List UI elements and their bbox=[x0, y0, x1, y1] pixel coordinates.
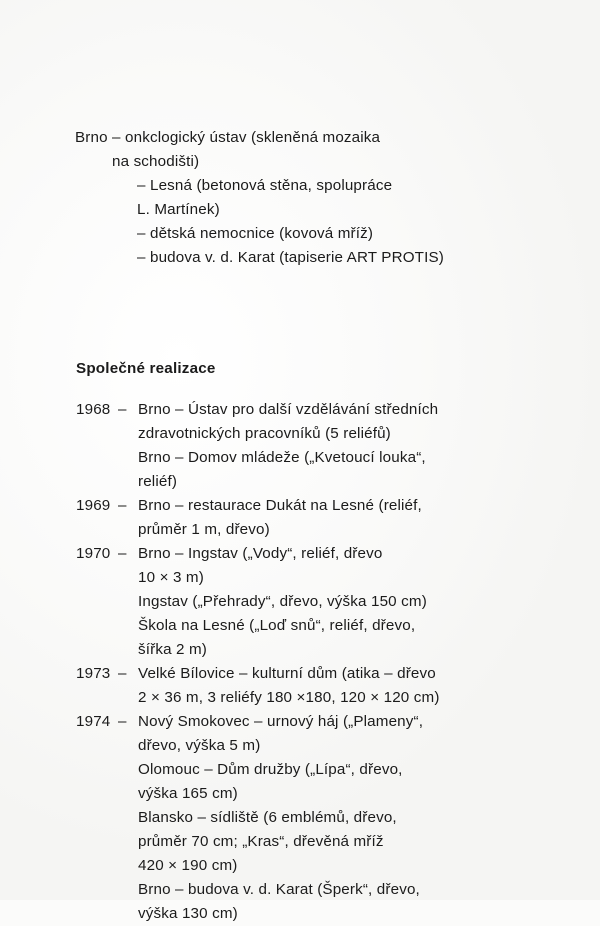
top-block-line: – dětská nemocnice (kovová mříž) bbox=[137, 225, 374, 242]
entry-text: Brno – restaurace Dukát na Lesné (reliéf, bbox=[138, 497, 422, 514]
list-item bbox=[76, 710, 586, 926]
entry-continuation-line: 10 × 3 m) bbox=[138, 569, 204, 586]
entry-first-line bbox=[76, 662, 586, 686]
entry-dash: – bbox=[118, 545, 127, 562]
top-block-line: – budova v. d. Karat (tapiserie ART PROTIS) bbox=[137, 249, 444, 266]
entry-continuation-line: výška 130 cm) bbox=[138, 905, 238, 922]
list-item bbox=[76, 662, 586, 710]
entry-continuation-line: výška 165 cm) bbox=[138, 785, 238, 802]
entry-continuation-line: dřevo, výška 5 m) bbox=[138, 737, 261, 754]
section-heading: Společné realizace bbox=[76, 360, 216, 377]
entry-text: Brno – Ingstav („Vody“, reliéf, dřevo bbox=[138, 545, 383, 562]
entry-dash: – bbox=[118, 713, 127, 730]
entry-first-line bbox=[76, 398, 586, 422]
list-item bbox=[76, 398, 586, 494]
entry-first-line bbox=[76, 494, 586, 518]
entry-year: 1974 bbox=[76, 713, 111, 730]
entry-year: 1970 bbox=[76, 545, 111, 562]
list-item bbox=[76, 494, 586, 542]
entry-continuation-line: Brno – budova v. d. Karat (Šperk“, dřevo, bbox=[138, 881, 420, 898]
top-block-line: Brno – onkclogický ústav (skleněná mozaika bbox=[75, 129, 381, 146]
entry-continuation-line: Ingstav („Přehrady“, dřevo, výška 150 cm) bbox=[138, 593, 427, 610]
entry-continuation-line: průměr 1 m, dřevo) bbox=[138, 521, 270, 538]
entry-continuation-line: reliéf) bbox=[138, 473, 178, 490]
entry-text: Velké Bílovice – kulturní dům (atika – dřevo bbox=[138, 665, 436, 682]
entry-year: 1968 bbox=[76, 401, 111, 418]
entry-continuation-line: Blansko – sídliště (6 emblémů, dřevo, bbox=[138, 809, 397, 826]
entry-continuation-line: Olomouc – Dům družby („Lípa“, dřevo, bbox=[138, 761, 403, 778]
top-realizations-block bbox=[75, 126, 575, 270]
top-block-line: na schodišti) bbox=[112, 153, 200, 170]
entry-continuation-line: šířka 2 m) bbox=[138, 641, 208, 658]
entry-dash: – bbox=[118, 497, 127, 514]
entry-text: Brno – Ústav pro další vzdělávání středních bbox=[138, 401, 439, 418]
entry-text: Nový Smokovec – urnový háj („Plameny“, bbox=[138, 713, 424, 730]
entry-dash: – bbox=[118, 401, 127, 418]
entry-continuation-line: zdravotnických pracovníků (5 reliéfů) bbox=[138, 425, 391, 442]
top-block-line: L. Martínek) bbox=[137, 201, 220, 218]
top-block-line: – Lesná (betonová stěna, spolupráce bbox=[137, 177, 393, 194]
entry-continuation-line: 420 × 190 cm) bbox=[138, 857, 238, 874]
list-item bbox=[76, 542, 586, 662]
entry-continuation-line: Brno – Domov mládeže („Kvetoucí louka“, bbox=[138, 449, 426, 466]
entry-year: 1969 bbox=[76, 497, 111, 514]
entry-continuation-line: Škola na Lesné („Loď snů“, reliéf, dřevo, bbox=[138, 617, 416, 634]
entry-continuation-line: 2 × 36 m, 3 reliéfy 180 ×180, 120 × 120 cm) bbox=[138, 689, 440, 706]
realizations-list bbox=[76, 398, 586, 926]
entry-year: 1973 bbox=[76, 665, 111, 682]
entry-dash: – bbox=[118, 665, 127, 682]
entry-continuation-line: průměr 70 cm; „Kras“, dřevěná mříž bbox=[138, 833, 384, 850]
entry-first-line bbox=[76, 542, 586, 566]
entry-first-line bbox=[76, 710, 586, 734]
